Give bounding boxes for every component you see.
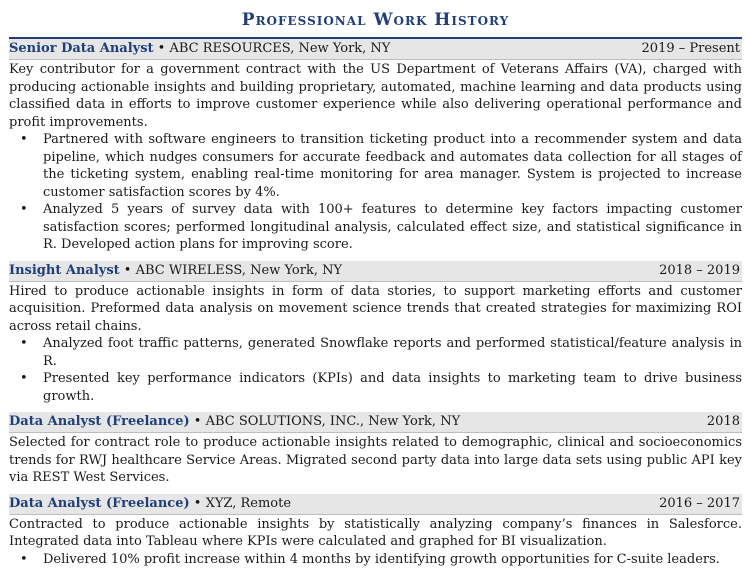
job-list	[9, 39, 742, 568]
job-entry	[9, 494, 742, 568]
job-bullet	[43, 131, 742, 201]
job-bullet-text: Analyzed foot traffic patterns, generated Snowflake reports and performed statistical/feature analysis in R.	[43, 336, 742, 369]
bullet-icon: •	[20, 370, 28, 388]
job-bullet-list	[9, 551, 742, 568]
bullet-icon: •	[20, 551, 28, 568]
job-role: Data Analyst (Freelance)	[9, 496, 190, 511]
job-bullet-text: Partnered with software engineers to transition ticketing product into a recommender system and data pipeline, which nudges consumers for accurate feedback and automates data collection for all stages of the ticketing system, enabling real-time monitoring for area manager. System is projected to increase customer satisfaction scores by 4%.	[43, 132, 742, 200]
job-role: Senior Data Analyst	[9, 41, 154, 56]
job-header	[9, 412, 742, 433]
job-role: Data Analyst (Freelance)	[9, 414, 190, 429]
job-description: Contracted to produce actionable insights by statistically analyzing company’s finances in Salesforce. Integrated data into Tableau where KPIs were calculated and graphed for BI visualization.	[9, 515, 742, 551]
job-title-line	[9, 39, 390, 59]
job-bullet	[43, 335, 742, 370]
job-bullet-text: Presented key performance indicators (KPIs) and data insights to marketing team to drive business growth.	[43, 371, 742, 404]
job-bullet	[43, 370, 742, 405]
job-spacer	[9, 487, 742, 494]
job-role: Insight Analyst	[9, 263, 120, 278]
job-entry	[9, 412, 742, 487]
bullet-icon: •	[20, 335, 28, 353]
job-separator: •	[190, 414, 206, 429]
job-spacer	[9, 254, 742, 261]
job-bullet-text: Analyzed 5 years of survey data with 100+ features to determine key factors impacting customer satisfaction scores; performed longitudinal analysis, calculated effect size, and statistical significance in R. Developed action plans for improving score.	[43, 202, 742, 252]
job-description: Hired to produce actionable insights in form of data stories, to support marketing efforts and customer acquisition. Preformed data analysis on movement science trends that created strategies for maximizing ROI across retail chains.	[9, 282, 742, 336]
job-title-line	[9, 261, 342, 281]
job-description: Selected for contract role to produce actionable insights related to demographic, clinical and socioeconomics trends for RWJ healthcare Service Areas. Migrated second party data into large data sets using public API key via REST West Services.	[9, 433, 742, 487]
job-description: Key contributor for a government contract with the US Department of Veterans Affairs (VA), charged with producing actionable insights and building proprietary, automated, machine learning and data products using classified data in efforts to improve customer experience while also delivering operational performance and profit improvements.	[9, 60, 742, 131]
job-bullet-list	[9, 335, 742, 405]
job-dates: 2019 – Present	[642, 39, 740, 59]
job-bullet	[43, 201, 742, 254]
job-separator: •	[190, 496, 206, 511]
job-bullet-list	[9, 131, 742, 254]
job-bullet-text: Delivered 10% profit increase within 4 months by identifying growth opportunities for C-suite leaders.	[43, 552, 720, 567]
job-title-line	[9, 494, 291, 514]
job-company: ABC SOLUTIONS, INC., New York, NY	[206, 414, 461, 429]
job-spacer	[9, 405, 742, 412]
job-dates: 2018	[707, 412, 740, 432]
job-company: XYZ, Remote	[206, 496, 291, 511]
job-entry	[9, 261, 742, 406]
job-company: ABC RESOURCES, New York, NY	[169, 41, 390, 56]
bullet-icon: •	[20, 201, 28, 219]
job-bullet	[43, 551, 742, 568]
job-separator: •	[120, 263, 136, 278]
job-entry	[9, 39, 742, 254]
bullet-icon: •	[20, 131, 28, 149]
section-title: Professional Work History	[9, 0, 742, 33]
job-title-line	[9, 412, 460, 432]
job-company: ABC WIRELESS, New York, NY	[136, 263, 342, 278]
job-header	[9, 494, 742, 515]
job-separator: •	[154, 41, 170, 56]
job-header	[9, 39, 742, 60]
job-dates: 2016 – 2017	[659, 494, 740, 514]
job-header	[9, 261, 742, 282]
job-dates: 2018 – 2019	[659, 261, 740, 281]
